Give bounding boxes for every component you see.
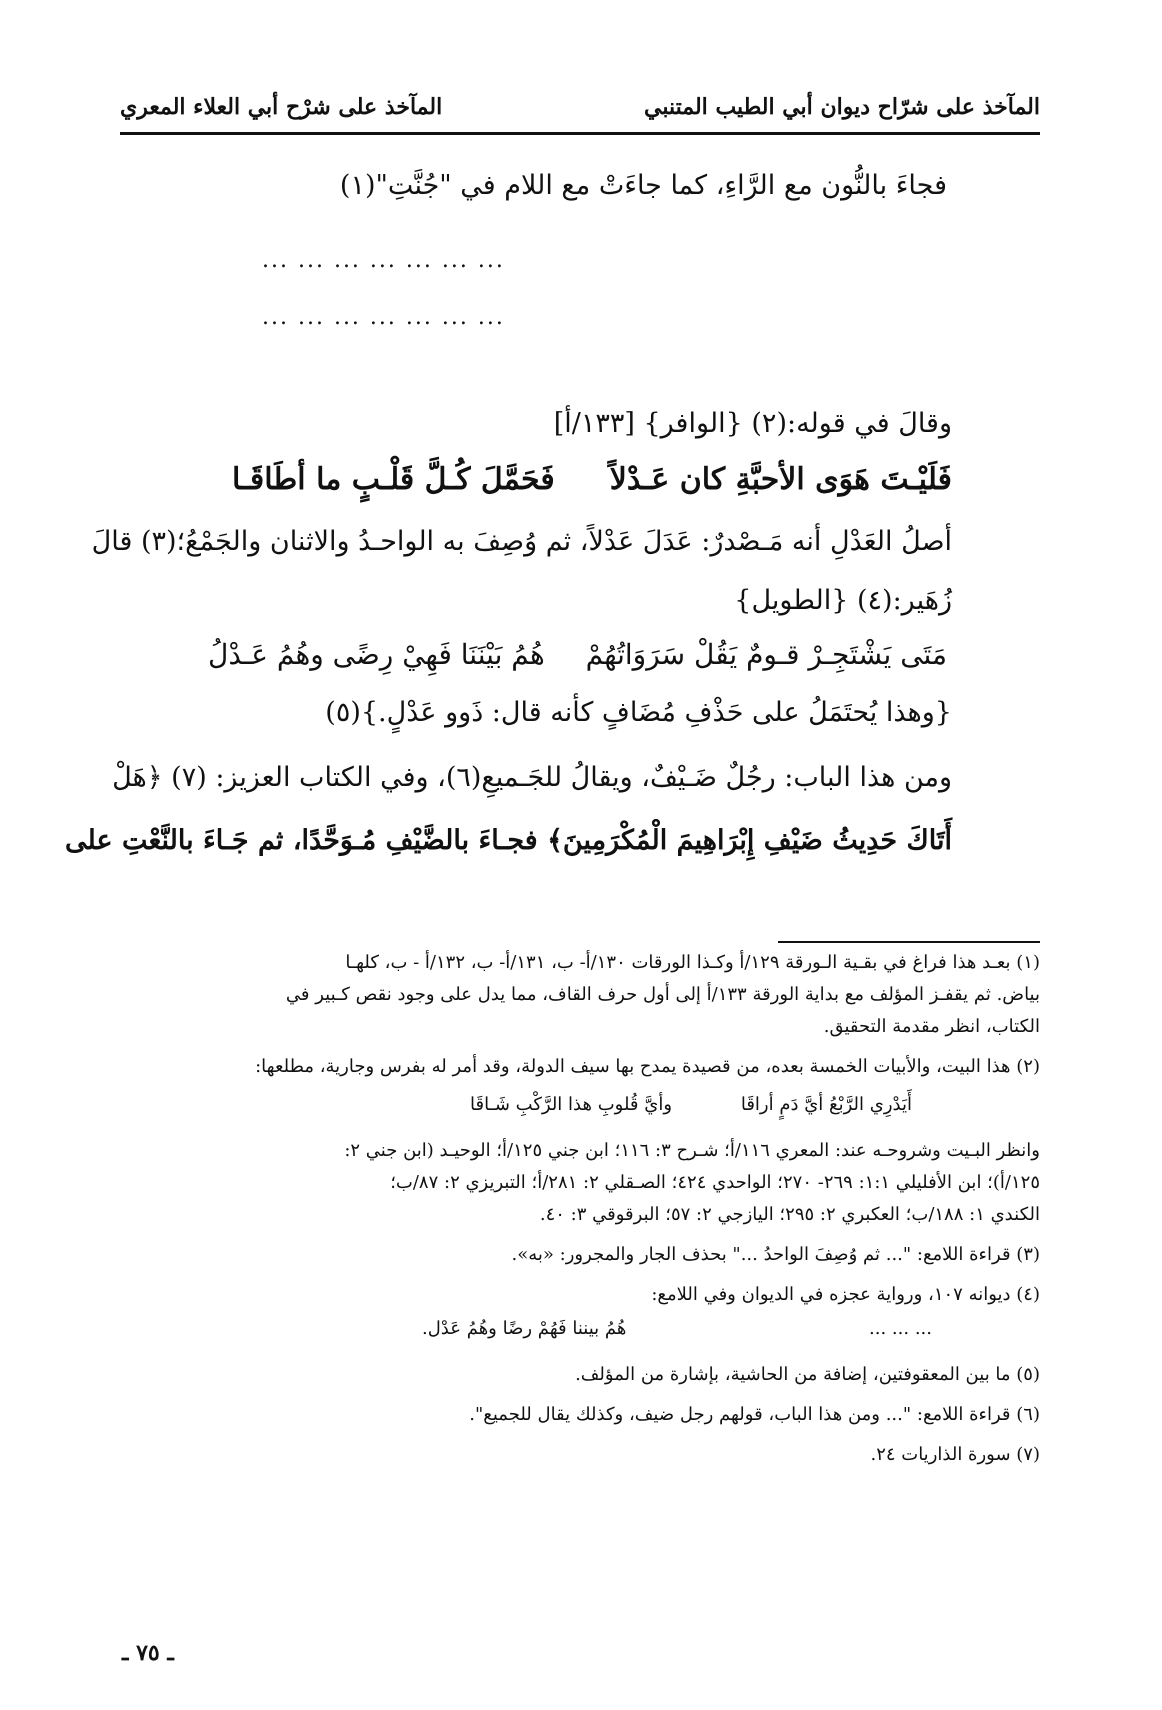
verse-hemistich-left: فَحَمَّلَ كُـلَّ قَلْـبٍ ما أطَاقَـا (232, 462, 555, 497)
running-header (120, 94, 1040, 128)
footnote-2-cont: ١٢٥/أ)؛ ابن الأفليلي ١:١: ٢٦٩- ٢٧٠؛ الواحدي ٤٢٤؛ الصـقلي ٢: ٢٨١/أ؛ التبريزي ٢: ٨٧/ب؛ (390, 1172, 1040, 1193)
header-book-title: المآخذ على شرّاح ديوان أبي الطيب المتنبي (644, 94, 1040, 120)
footnote-2: (٢) هذا البيت، والأبيات الخمسة بعده، من قصيدة يمدح بها سيف الدولة، وقد أمر له بفرس وجارية، مطلعها: (255, 1056, 1040, 1077)
verse-hemistich-right: فَلَيْـتَ هَوَى الأحبَّةِ كان عَـدْلاً (609, 462, 952, 497)
body-line: فجاءَ بالنُّون مع الرَّاءِ، كما جاءَتْ مع اللام في "جُنَّتِ"(١) (339, 170, 947, 201)
footnote-7: (٧) سورة الذاريات ٢٤. (870, 1444, 1040, 1465)
footnote-2-cont: الكندي ١: ١٨٨/ب؛ العكبري ٢: ٢٩٥؛ اليازجي ٢: ٥٧؛ البرقوقي ٣: ٤٠. (539, 1204, 1040, 1225)
body-line: زُهَير:(٤) {الطويل} (734, 585, 952, 616)
footnote-4-verse: هُمُ بيننا فَهُمْ رضًا وهُمُ عَدْل. (422, 1318, 627, 1339)
body-line: أَتَاكَ حَدِيثُ ضَيْفِ إِبْرَاهِيمَ الْمُكْرَمِينَ﴾ فجـاءَ بالضَّيْفِ مُـوَحَّدًا، ثم جَـاءَ بالنَّعْتِ على (65, 825, 952, 856)
body-line: {وهذا يُحتَمَلُ على حَذْفِ مُضَافٍ كأنه قال: ذَوو عَدْلٍ.}(٥) (325, 697, 952, 728)
page-number: ـ ٧٥ ـ (122, 1640, 174, 1666)
verse-hemistich-right: مَتَى يَشْتَجِـرْ قـومٌ يَقُلْ سَرَوَاتُهُمْ (585, 638, 947, 671)
footnote-1: (١) بعـد هذا فراغ في بقـية الـورقة ١٢٩/أ وكـذا الورقات ١٣٠/أ- ب، ١٣١/أ- ب، ١٣٢/أ - ب، كلهـا (345, 952, 1040, 973)
footnote-6: (٦) قراءة اللامع: "... ومن هذا الباب، قولهم رجل ضيف، وكذلك يقال للجميع". (469, 1404, 1040, 1425)
footnote-1-cont: الكتاب، انظر مقدمة التحقيق. (823, 1016, 1040, 1037)
footnote-4: (٤) ديوانه ١٠٧، ورواية عجزه في الديوان وفي اللامع: (651, 1284, 1040, 1305)
footnote-2-verse-left: وأيَّ قُلوبِ هذا الرَّكْبِ شَـاقَا (470, 1094, 673, 1115)
footnote-3: (٣) قراءة اللامع: "... ثم وُصِفَ الواحدُ ..." بحذف الجار والمجرور: «به». (511, 1244, 1040, 1265)
verse-intro: وقالَ في قوله:(٢) {الوافر} [١٣٣/أ] (553, 408, 952, 439)
footnote-4-verse-dots: ... ... ... (869, 1318, 932, 1339)
ellipsis-row: ... ... ... ... ... ... ... (262, 305, 505, 330)
verse-hemistich-left: هُمُ بَيْنَنَا فَهِيْ رِضًى وهُمُ عَـدْلُ (208, 638, 545, 671)
body-line: ومن هذا الباب: رجُلٌ ضَـيْفٌ، ويقالُ للجَـميعِ(٦)، وفي الكتاب العزيز: (٧) ﴿هَلْ (112, 762, 952, 793)
body-line: أصلُ العَدْلِ أنه مَـصْدرٌ: عَدَلَ عَدْلاً، ثم وُصِفَ به الواحـدُ والاثنان والجَمْعُ؛(٣) قالَ (91, 526, 952, 557)
header-rule (120, 132, 1040, 135)
footnote-separator (778, 941, 1040, 943)
footnote-2-cont: وانظر البـيت وشروحـه عند: المعري ١١٦/أ؛ شـرح ٣: ١١٦؛ ابن جني ١٢٥/أ؛ الوحيـد (ابن جني ٢: (344, 1140, 1040, 1161)
footnote-1-cont: بياض. ثم يقفـز المؤلف مع بداية الورقة ١٣٣/أ إلى أول حرف القاف، مما يدل على وجود نقص كـبير في (285, 984, 1040, 1005)
footnote-5: (٥) ما بين المعقوفتين، إضافة من الحاشية، بإشارة من المؤلف. (575, 1364, 1040, 1385)
footnote-2-verse-right: أَيَدْرِي الرَّبْعُ أيَّ دَمٍ أراقَا (740, 1094, 912, 1115)
header-chapter-title: المآخذ على شرْح أبي العلاء المعري (120, 94, 443, 120)
ellipsis-row: ... ... ... ... ... ... ... (262, 248, 505, 273)
